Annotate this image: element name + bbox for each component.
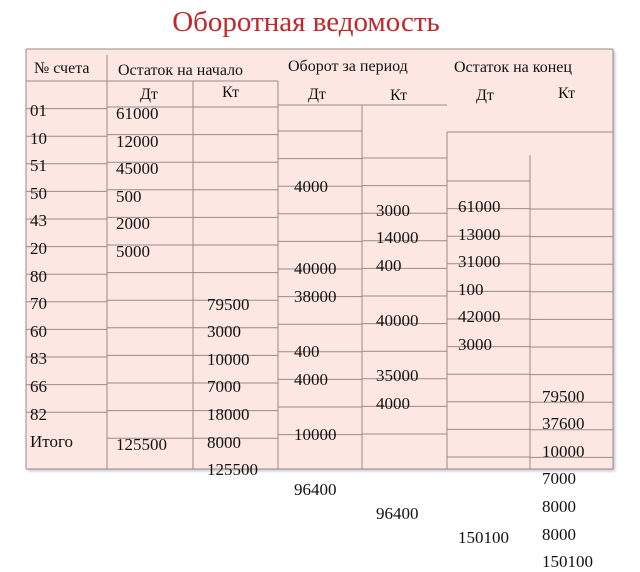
cell-turn-kt: 40000 [376,311,419,330]
cell-account: 01 [30,101,47,120]
cell-open-kt: 10000 [207,349,250,369]
cell-account: 66 [30,377,47,396]
cell-close-dt: 31000 [458,252,501,272]
header-opening-kt: Кт [222,84,240,101]
header-closing-kt: Кт [558,85,576,102]
cell-account: 60 [30,321,47,341]
cell-close-dt: 3000 [458,335,492,354]
cell-open-kt: 18000 [207,405,250,424]
header-turnover-kt: Кт [390,87,408,104]
cell-open-dt: 125500 [116,435,167,455]
cell-close-dt: 61000 [458,197,501,216]
cell-open-kt: 8000 [207,432,241,452]
header-closing-balance: Остаток на конец [454,59,572,76]
cell-turn-dt: 4000 [294,176,328,196]
cell-account: Итого [30,432,74,452]
cell-open-dt: 12000 [116,131,159,151]
cell-account: 50 [30,183,47,203]
header-turnover: Оборот за период [288,58,408,75]
cell-turn-dt: 4000 [294,369,328,389]
cell-open-dt: 61000 [116,104,159,123]
cell-open-kt: 125500 [207,460,258,480]
cell-account: 80 [30,266,47,286]
cell-open-kt: 7000 [207,377,241,397]
cell-open-kt: 3000 [207,322,241,342]
cell-close-kt: 10000 [542,441,585,461]
cell-turn-kt: 400 [376,255,402,275]
cell-account: 51 [30,156,47,176]
header-account: № счета [34,60,90,77]
cell-close-kt: 8000 [542,497,576,516]
cell-turn-dt: 96400 [294,480,337,500]
cell-open-dt: 45000 [116,159,159,179]
cell-turn-kt: 35000 [376,366,419,386]
cell-open-dt: 5000 [116,242,150,261]
cell-close-kt: 7000 [542,469,576,489]
cell-close-kt: 150100 [542,552,593,572]
cell-close-dt: 100 [458,279,484,299]
cell-open-dt: 500 [116,186,142,206]
cell-account: 20 [30,239,47,258]
cell-close-dt: 150100 [458,528,509,548]
cell-turn-kt: 4000 [376,393,410,413]
header-closing-dt: Дт [476,87,494,104]
header-opening-balance: Остаток на начало [118,62,244,79]
cell-close-kt: 37600 [542,414,585,434]
cell-close-kt: 79500 [542,386,585,406]
header-opening-dt: Дт [140,86,158,103]
turnover-sheet-table [26,49,613,572]
cell-account: 70 [30,294,47,314]
cell-close-dt: 13000 [458,224,501,244]
cell-turn-dt: 10000 [294,425,337,444]
cell-turn-kt: 14000 [376,228,419,248]
cell-open-dt: 2000 [116,214,150,234]
page-title: Оборотная ведомость [172,6,440,38]
cell-open-kt: 79500 [207,294,250,314]
header-turnover-dt: Дт [308,86,326,103]
cell-close-kt: 8000 [542,524,576,544]
cell-turn-kt: 3000 [376,200,410,220]
cell-account: 43 [30,211,47,231]
cell-turn-dt: 400 [294,342,320,362]
cell-close-dt: 42000 [458,307,501,327]
cell-turn-kt: 96400 [376,504,419,524]
cell-account: 10 [30,128,47,148]
cell-account: 83 [30,349,47,369]
cell-turn-dt: 38000 [294,287,337,306]
cell-turn-dt: 40000 [294,259,337,279]
cell-account: 82 [30,404,47,424]
